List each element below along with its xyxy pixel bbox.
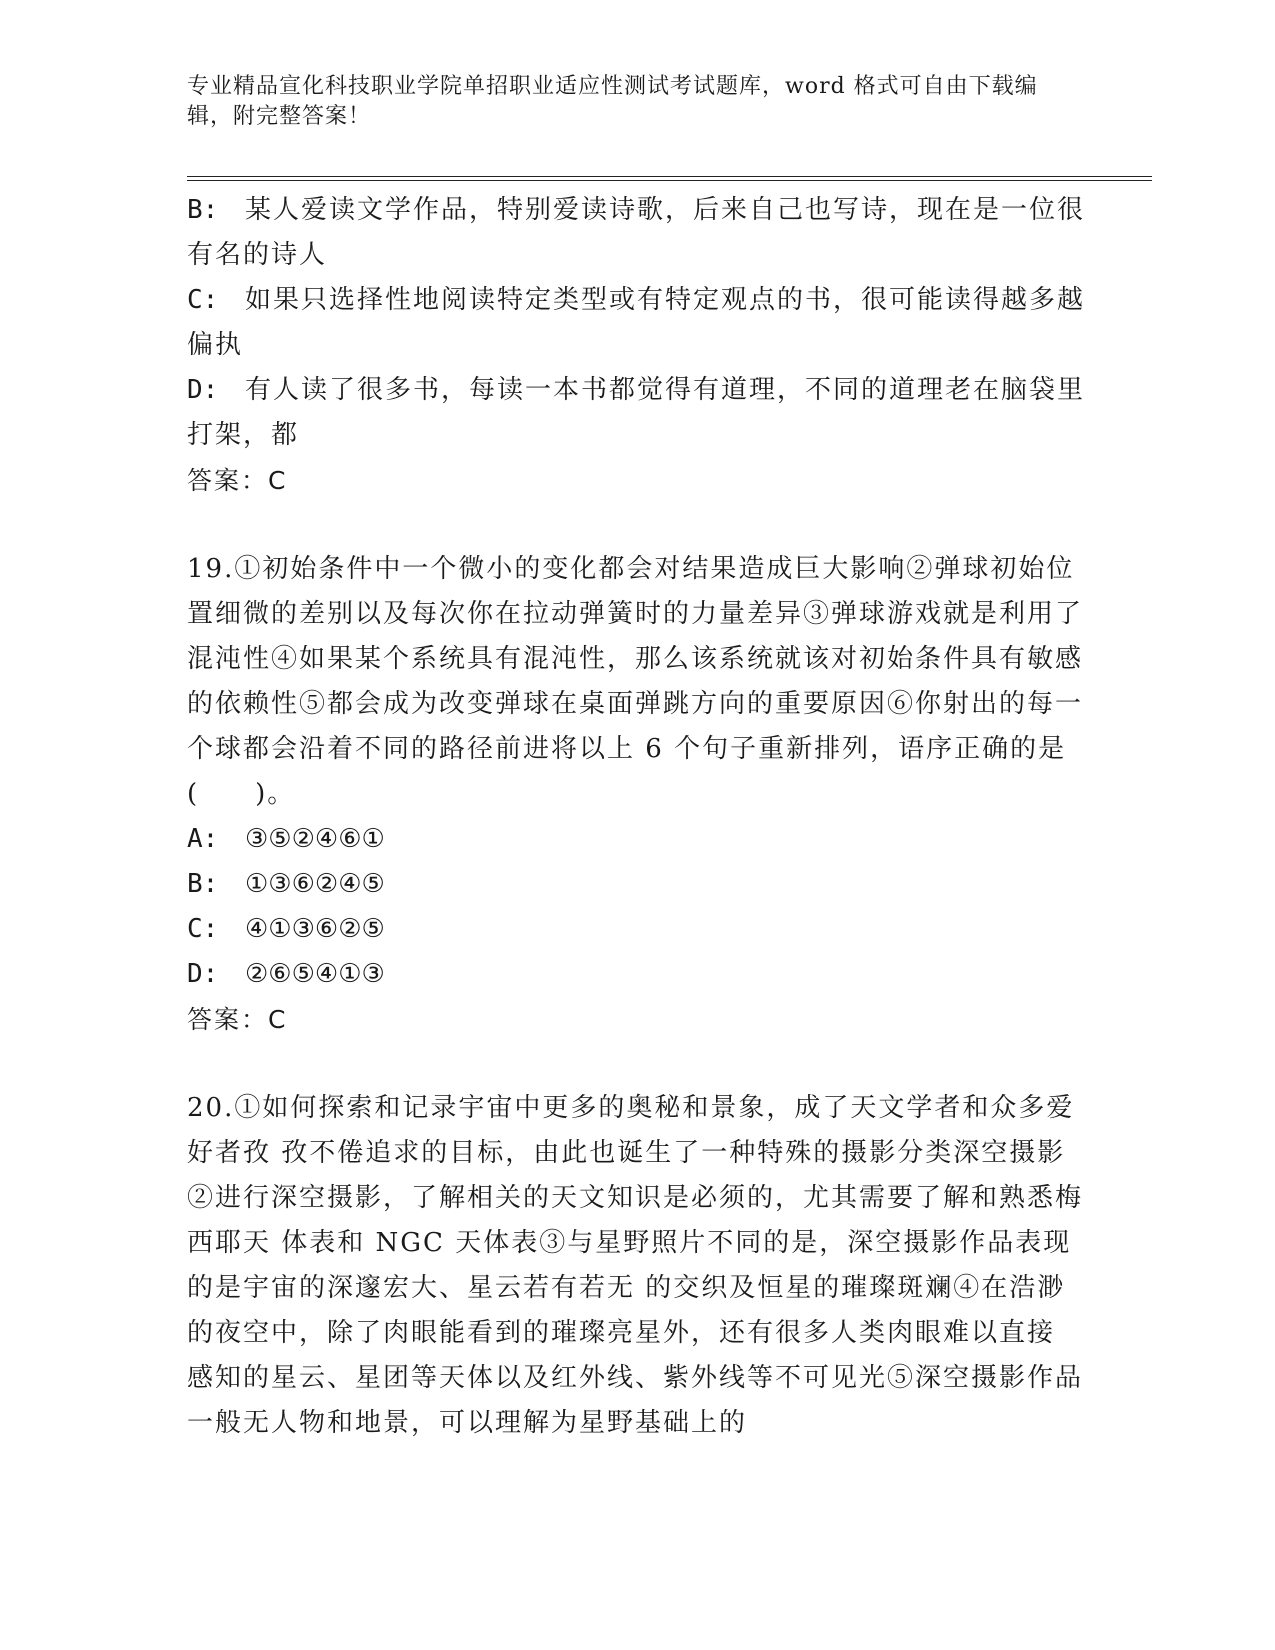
option-letter: D: xyxy=(187,959,219,989)
option-letter: C: xyxy=(187,285,219,315)
question-19-answer: 答案：C xyxy=(187,1005,288,1034)
question-18-answer: 答案：C xyxy=(187,466,288,495)
question-18-options xyxy=(187,188,1087,458)
option-text: ④①③⑥②⑤ xyxy=(245,914,385,944)
option-text: ①③⑥②④⑤ xyxy=(245,869,385,899)
option-text: 如果只选择性地阅读特定类型或有特定观点的书，很可能读得越多越偏执 xyxy=(187,285,1086,360)
option-text: ②⑥⑤④①③ xyxy=(245,959,385,989)
option-d xyxy=(187,952,1087,997)
option-letter: B: xyxy=(187,195,219,225)
option-b xyxy=(187,862,1087,907)
option-text: 某人爱读文学作品，特别爱读诗歌，后来自己也写诗，现在是一位很有名的诗人 xyxy=(187,195,1086,270)
option-letter: C: xyxy=(187,914,219,944)
question-19 xyxy=(187,547,1087,997)
option-text: ③⑤②④⑥① xyxy=(245,824,385,854)
question-20 xyxy=(187,1086,1087,1446)
option-d xyxy=(187,368,1087,458)
option-c xyxy=(187,278,1087,368)
header-text: 专业精品宣化科技职业学院单招职业适应性测试考试题库，word 格式可自由下载编辑，附完整答案！ xyxy=(187,74,1038,129)
option-b xyxy=(187,188,1087,278)
option-letter: A: xyxy=(187,824,219,854)
option-text: 有人读了很多书，每读一本书都觉得有道理，不同的道理老在脑袋里打架，都 xyxy=(187,375,1086,450)
option-letter: B: xyxy=(187,869,219,899)
header-divider xyxy=(187,176,1152,181)
option-c xyxy=(187,907,1087,952)
page-header xyxy=(187,72,1067,132)
option-letter: D: xyxy=(187,375,219,405)
question-19-stem: 19.①初始条件中一个微小的变化都会对结果造成巨大影响②弹球初始位置细微的差别以及每次你在拉动弹簧时的力量差异③弹球游戏就是利用了混沌性④如果某个系统具有混沌性，那么该系统就该对初始条件具有敏感的依赖性⑤都会成为改变弹球在桌面弹跳方向的重要原因⑥你射出的每一个球都会沿着不同的路径前进将以上 6 个句子重新排列，语序正确的是( )。 xyxy=(187,554,1084,809)
question-20-stem: 20.①如何探索和记录宇宙中更多的奥秘和景象，成了天文学者和众多爱好者孜 孜不倦追求的目标，由此也诞生了一种特殊的摄影分类深空摄影②进行深空摄影，了解相关的天文知识是必须的，尤其需要了解和熟悉梅西耶天 体表和 NGC 天体表③与星野照片不同的是，深空摄影作品表现的是宇宙的深邃宏大、星云若有若无 的交织及恒星的璀璨斑斓④在浩渺的夜空中，除了肉眼能看到的璀璨亮星外，还有很多人类肉眼难以直接 感知的星云、星团等天体以及红外线、紫外线等不可见光⑤深空摄影作品一般无人物和地景，可以理解为星野基础上的 xyxy=(187,1093,1084,1438)
document-body xyxy=(187,188,1087,1446)
option-a xyxy=(187,817,1087,862)
